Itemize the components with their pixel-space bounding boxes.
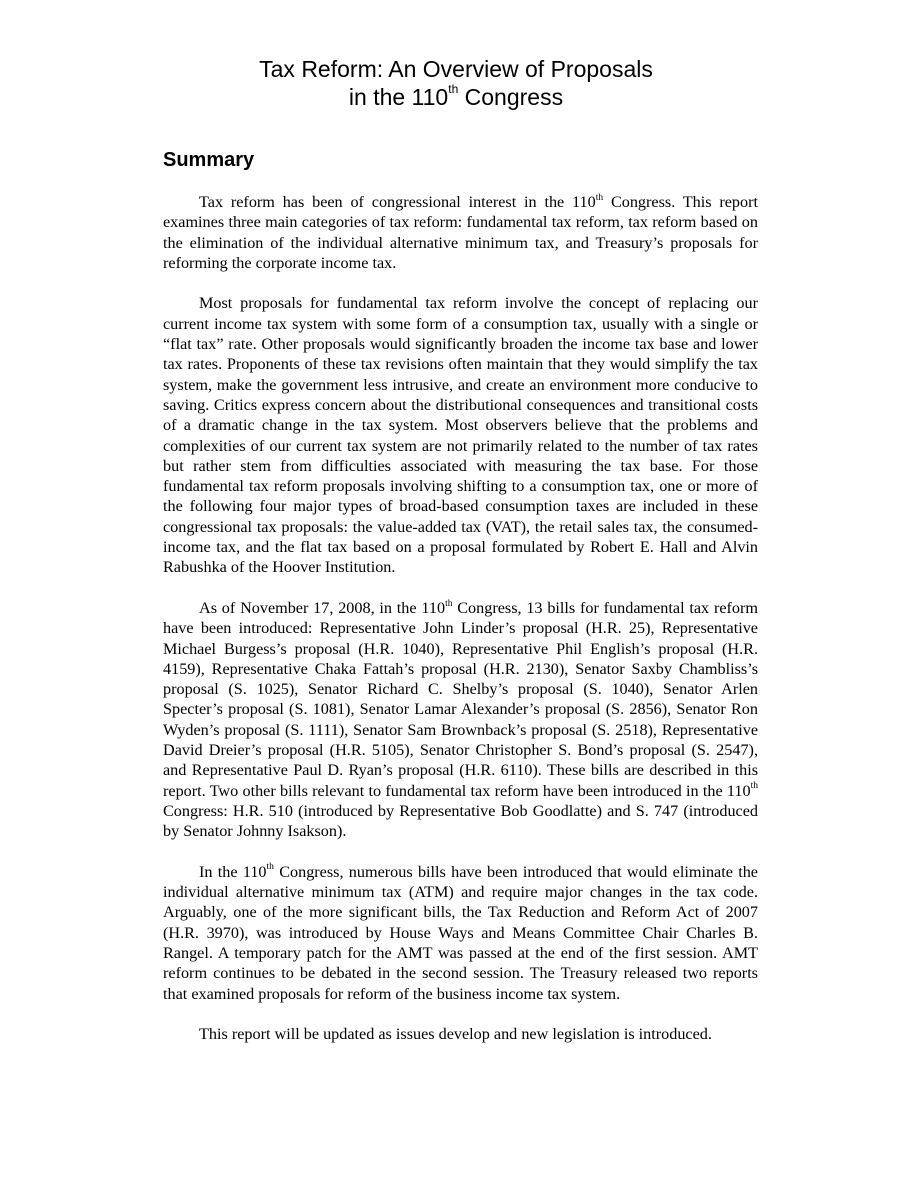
paragraph-4-text-b: Congress, numerous bills have been introduced that would eliminate the individual alternative minimum tax (ATM) and require major changes in the tax code. Arguably, one of the more significant bills, the Tax Reduction and Reform Act of 2007 (H.R. 3970), was introduced by House Ways and Means Committee Chair Charles B. Rangel. A temporary patch for the AMT was passed at the end of the first session. AMT reform continues to be debated in the second session. The Treasury released two reports that examined proposals for reform of the business income tax system.: [163, 862, 758, 1003]
paragraph-4-ordinal: th: [266, 862, 274, 873]
paragraph-3-text-c: Congress: H.R. 510 (introduced by Representative Bob Goodlatte) and S. 747 (introduced by Senator Johnny Isakson).: [163, 801, 758, 841]
paragraph-4-text-a: In the 110: [199, 862, 267, 881]
report-title-line-1: Tax Reform: An Overview of Proposals: [259, 56, 653, 82]
title-line-2-text: in the 110: [348, 84, 449, 110]
paragraph-1-text-b: Congress. This report examines three main categories of tax reform: fundamental tax reform, tax reform based on the elimination of the individual alternative minimum tax, and Treasury’s proposals for reforming the corporate income tax.: [163, 193, 759, 272]
report-title: [0, 55, 912, 111]
title-ordinal-suffix: th: [448, 82, 459, 97]
summary-heading: Summary: [163, 149, 255, 171]
summary-paragraph-1: [163, 192, 758, 273]
summary-paragraph-3: [163, 598, 758, 842]
summary-paragraph-4: [163, 862, 758, 1004]
report-title-line-2: [0, 83, 912, 111]
paragraph-3-text-a: As of November 17, 2008, in the 110: [199, 598, 446, 617]
summary-paragraph-2: Most proposals for fundamental tax reform involve the concept of replacing our current income tax system with some form of a consumption tax, usually with a single or “flat tax” rate. Other proposals would significantly broaden the income tax base and lower tax rates. Proponents of these tax revisions often maintain that they would simplify the tax system, make the government less intrusive, and create an environment more conducive to saving. Critics express concern about the distributional consequences and transitional costs of a dramatic change in the tax system. Most observers believe that the problems and complexities of our current tax system are not primarily related to the number of tax rates but rather stem from difficulties associated with measuring the tax base. For those fundamental tax reform proposals involving shifting to a consumption tax, one or more of the following four major types of broad-based consumption taxes are included in these congressional tax proposals: the value-added tax (VAT), the retail sales tax, the consumed-income tax, and the flat tax based on a proposal formulated by Robert E. Hall and Alvin Rabushka of the Hoover Institution.: [163, 294, 758, 577]
paragraph-1-ordinal: th: [595, 192, 604, 203]
paragraph-3-text-b: Congress, 13 bills for fundamental tax reform have been introduced: Representative John Linder’s proposal (H.R. 25), Representative Michael Burgess’s proposal (H.R. 1040), Representative Phil English’s proposal (H.R. 4159), Representative Chaka Fattah’s proposal (H.R. 2130), Senator Saxby Chambliss’s proposal (S. 1025), Senator Richard C. Shelby’s proposal (S. 1040), Senator Arlen Specter’s proposal (S. 1081), Senator Lamar Alexander’s proposal (S. 2856), Senator Ron Wyden’s proposal (S. 1111), Senator Sam Brownback’s proposal (S. 2518), Representative David Dreier’s proposal (H.R. 5105), Senator Christopher S. Bond’s proposal (S. 2547), and Representative Paul D. Ryan’s proposal (H.R. 6110). These bills are described in this report. Two other bills relevant to fundamental tax reform have been introduced in the 110: [163, 598, 758, 800]
title-line-2-end: Congress: [458, 84, 564, 110]
paragraph-3-ordinal-2: th: [750, 781, 758, 792]
summary-body: [163, 192, 758, 1065]
paragraph-3-ordinal-1: th: [445, 598, 453, 609]
summary-paragraph-5: This report will be updated as issues develop and new legislation is introduced.: [199, 1025, 712, 1044]
paragraph-1-text-a: Tax reform has been of congressional interest in the 110: [199, 193, 596, 211]
